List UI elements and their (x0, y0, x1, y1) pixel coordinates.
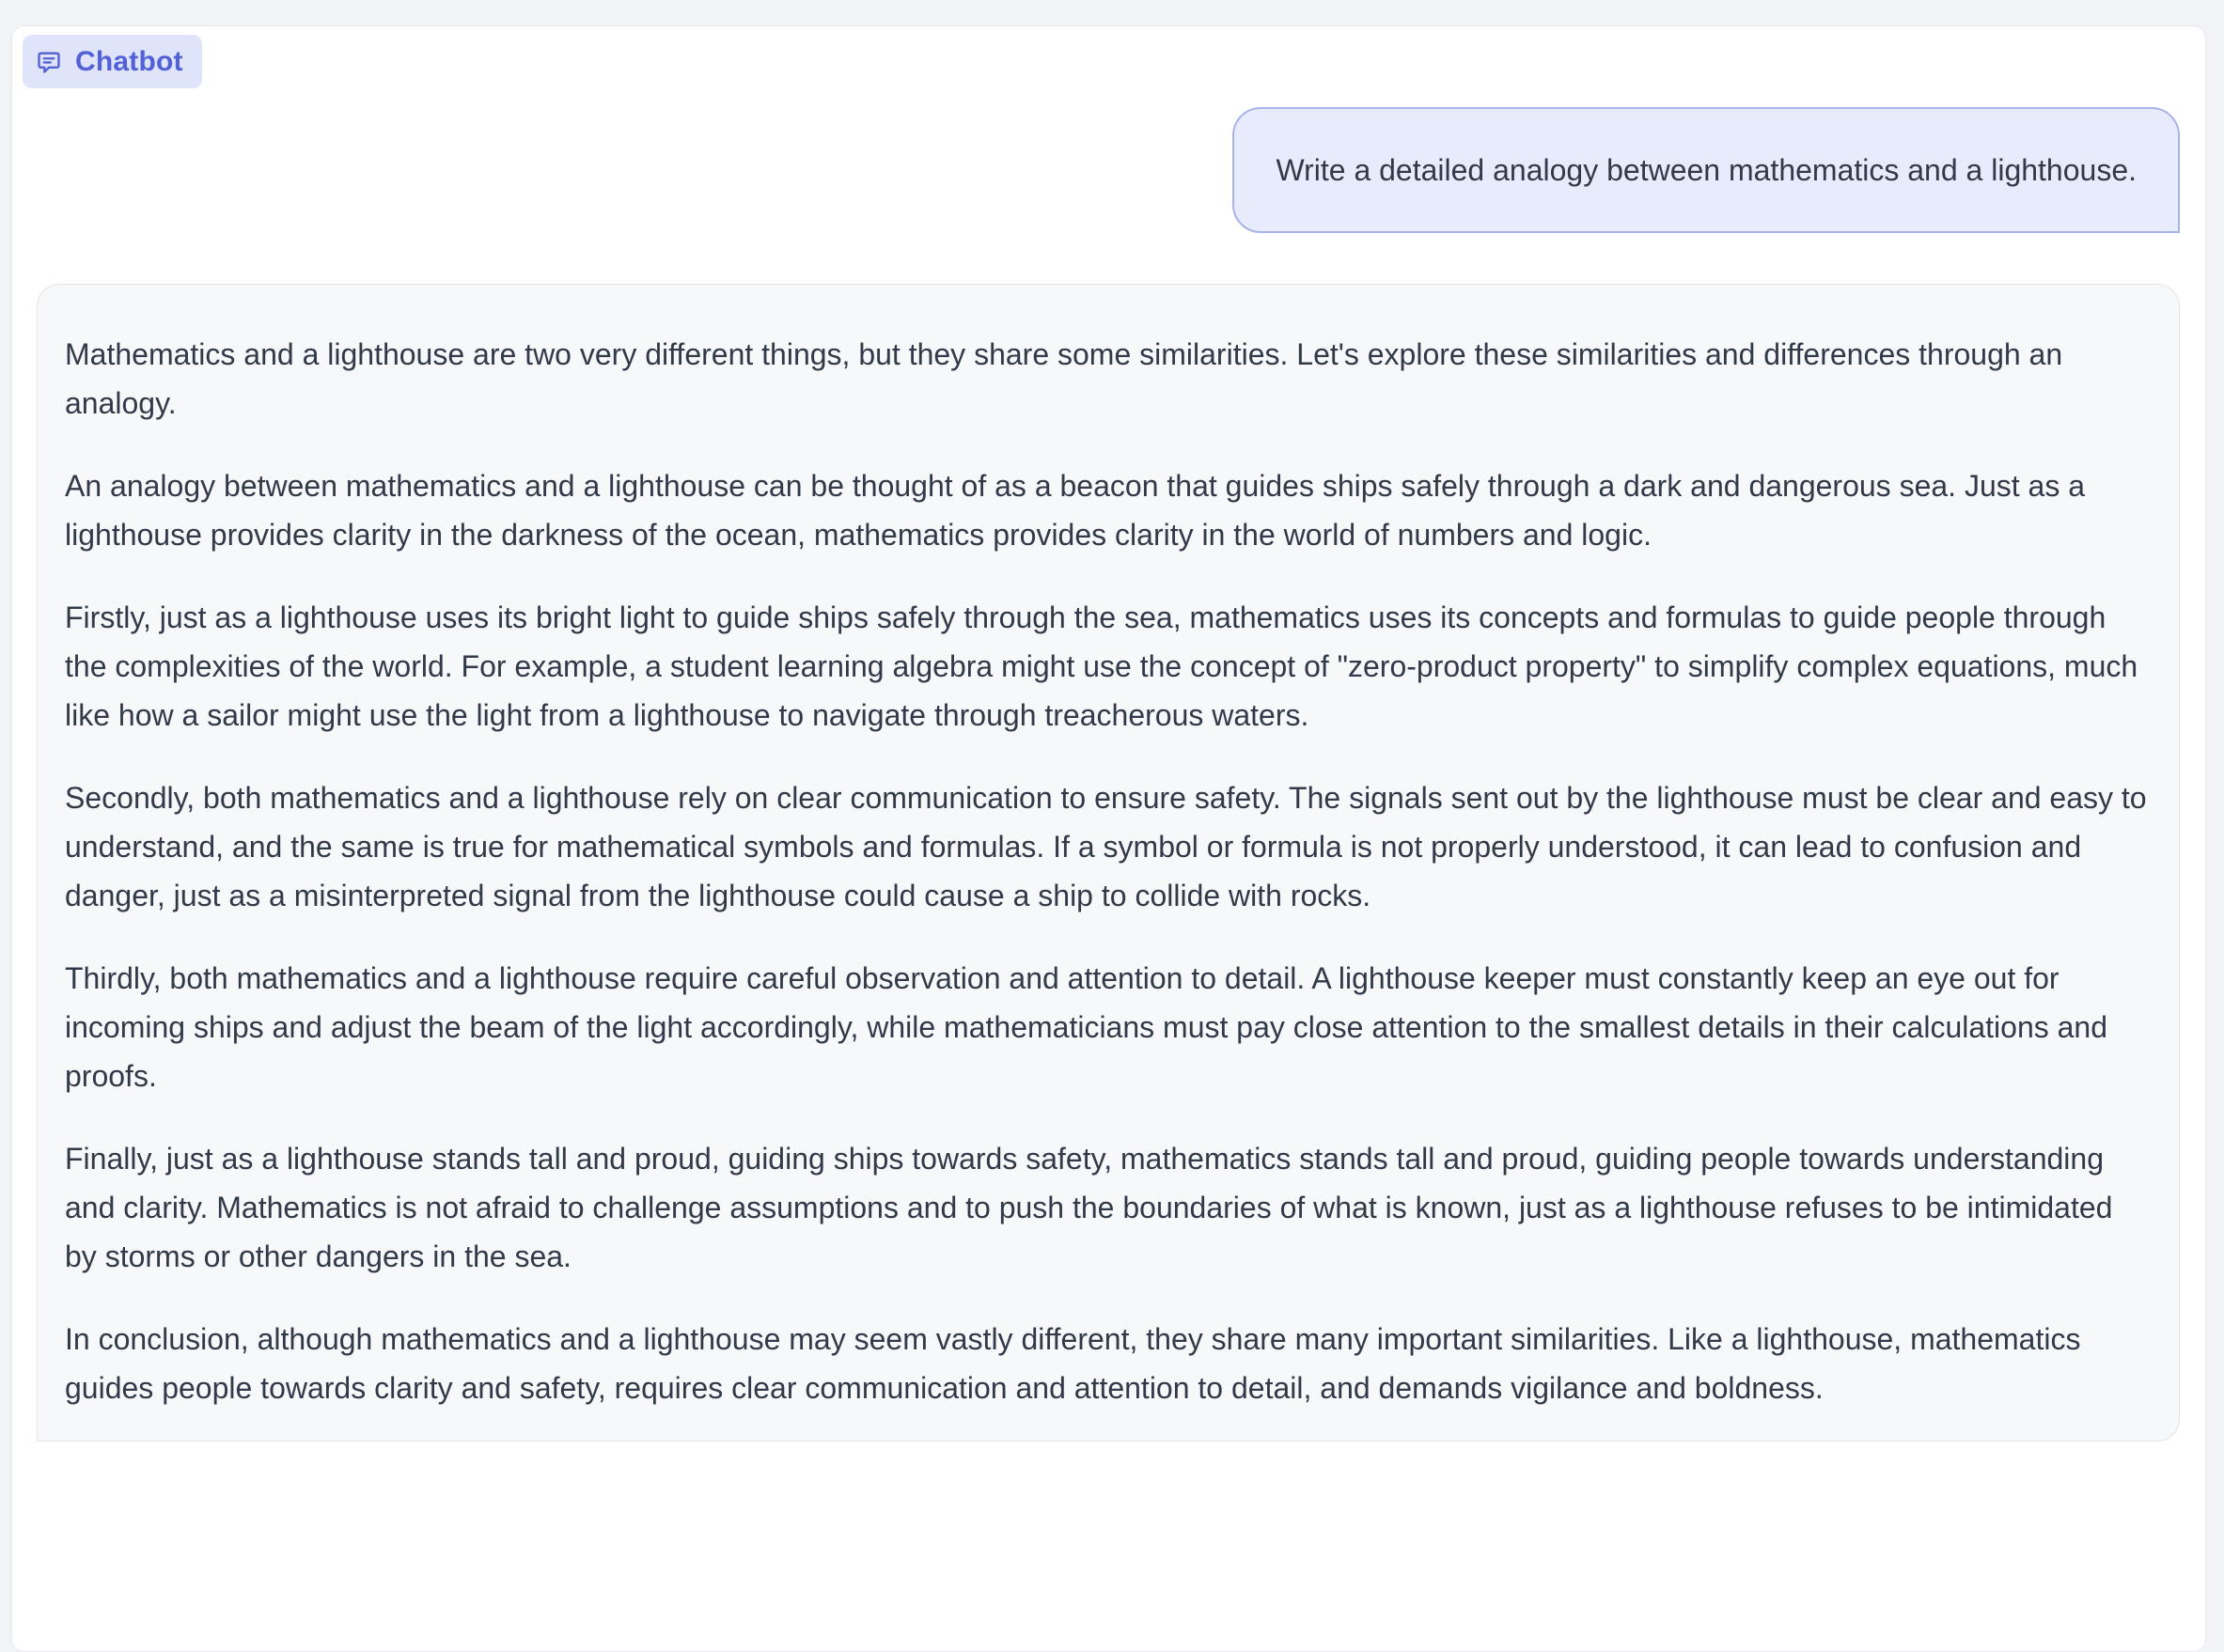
chatbot-label-text: Chatbot (75, 45, 183, 77)
chatbot-messages[interactable] (37, 107, 2180, 1442)
bot-paragraph: Finally, just as a lighthouse stands tall and proud, guiding ships towards safety, mathematics stands tall and proud, guiding people towards understanding and clarity. Mathematics is not afraid to challenge assumptions and to push the boundaries of what is known, just as a lighthouse refuses to be intimidated by storms or other dangers in the sea. (65, 1142, 2113, 1273)
bot-paragraph: Secondly, both mathematics and a lighthouse rely on clear communication to ensure safety. The signals sent out by the lighthouse must be clear and easy to understand, and the same is true for mathematical symbols and formulas. If a symbol or formula is not properly understood, it can lead to confusion and danger, just as a misinterpreted signal from the lighthouse could cause a ship to collide with rocks. (65, 781, 2147, 912)
bot-paragraph: Thirdly, both mathematics and a lighthouse require careful observation and attention to detail. A lighthouse keeper must constantly keep an eye out for incoming ships and adjust the beam of the light accordingly, while mathematicians must pay close attention to the smallest details in their calculations and proofs. (65, 961, 2108, 1093)
bot-message-row (37, 284, 2180, 1442)
app-panel (11, 25, 2206, 1652)
chat-bubble-icon (36, 49, 62, 75)
bot-paragraph: Mathematics and a lighthouse are two very different things, but they share some similarities. Let's explore these similarities and differences through an analogy. (65, 337, 2063, 420)
user-message (1232, 107, 2180, 233)
chatbot-label (23, 35, 202, 88)
bot-message (37, 284, 2180, 1442)
bot-paragraph: In conclusion, although mathematics and a lighthouse may seem vastly different, they share many important similarities. Like a lighthouse, mathematics guides people towards clarity and safety, requires clear communication and attention to detail, and demands vigilance and boldness. (65, 1322, 2081, 1405)
bot-paragraph: Firstly, just as a lighthouse uses its bright light to guide ships safely through the sea, mathematics uses its concepts and formulas to guide people through the complexities of the world. For example, a student learning algebra might use the concept of "zero-product property" to simplify complex equations, much like how a sailor might use the light from a lighthouse to navigate through treacherous waters. (65, 600, 2138, 732)
user-message-text: Write a detailed analogy between mathematics and a lighthouse. (1276, 153, 2137, 187)
user-message-row (37, 107, 2180, 233)
bot-paragraph: An analogy between mathematics and a lighthouse can be thought of as a beacon that guides ships safely through a dark and dangerous sea. Just as a lighthouse provides clarity in the darkness of the ocean, mathematics provides clarity in the world of numbers and logic. (65, 469, 2085, 552)
